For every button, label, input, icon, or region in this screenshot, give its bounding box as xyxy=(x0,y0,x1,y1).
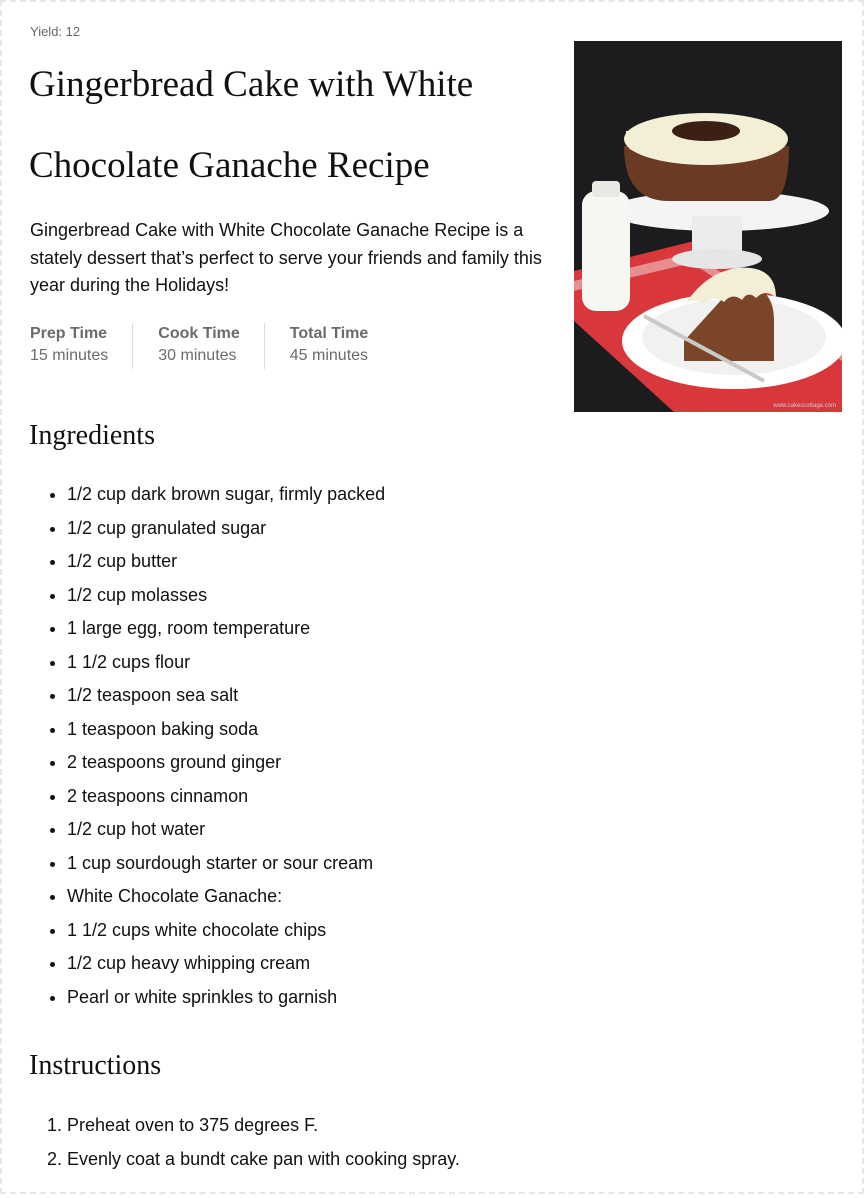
prep-time-label: Prep Time xyxy=(30,325,108,342)
ingredient-item: • 1/2 cup granulated sugar xyxy=(67,512,587,546)
ingredient-item: • 1/2 cup dark brown sugar, firmly packed xyxy=(67,478,587,512)
cook-time xyxy=(158,323,265,369)
yield-label: Yield: 12 xyxy=(30,24,81,39)
prep-time xyxy=(30,323,133,369)
photo-watermark: www.cakescottage.com xyxy=(773,403,836,409)
total-time xyxy=(290,323,393,369)
ingredient-item: • 1/2 cup molasses xyxy=(67,579,587,613)
ingredient-item: • 1 1/2 cups white chocolate chips xyxy=(67,914,587,948)
ingredients-list xyxy=(24,478,587,1014)
recipe-title: Gingerbread Cake with White Chocolate Ganache Recipe xyxy=(29,64,474,186)
ingredient-item: • White Chocolate Ganache: xyxy=(67,880,587,914)
instructions-list xyxy=(24,1109,767,1176)
ingredient-item: • 1/2 teaspoon sea salt xyxy=(67,679,587,713)
recipe-times xyxy=(30,323,417,369)
ingredients-heading: Ingredients xyxy=(29,420,155,451)
instruction-step: 1. Preheat oven to 375 degrees F. xyxy=(67,1109,767,1143)
ingredient-item: • 1/2 cup hot water xyxy=(67,813,587,847)
ingredient-item: • 2 teaspoons cinnamon xyxy=(67,780,587,814)
ingredient-item: • 1 teaspoon baking soda xyxy=(67,713,587,747)
ingredient-item: • 1 cup sourdough starter or sour cream xyxy=(67,847,587,881)
recipe-photo xyxy=(574,41,842,412)
total-time-label: Total Time xyxy=(289,325,369,342)
total-time-value: 45 minutes xyxy=(289,347,369,364)
cook-time-label: Cook Time xyxy=(158,325,240,342)
ingredient-item: • 1 1/2 cups flour xyxy=(67,646,587,680)
ingredient-item: • Pearl or white sprinkles to garnish xyxy=(67,981,587,1015)
ingredient-item: • 1 large egg, room temperature xyxy=(67,612,587,646)
ingredient-item: • 1/2 cup heavy whipping cream xyxy=(67,947,587,981)
instruction-step: 2. Evenly coat a bundt cake pan with cooking spray. xyxy=(67,1143,767,1177)
cook-time-value: 30 minutes xyxy=(158,347,237,364)
recipe-summary: Gingerbread Cake with White Chocolate Ganache Recipe is a stately dessert that’s perfect to serve your friends and family this year during the Holidays! xyxy=(30,220,542,295)
ingredient-item: • 1/2 cup butter xyxy=(67,545,587,579)
prep-time-value: 15 minutes xyxy=(30,347,109,364)
instructions-heading: Instructions xyxy=(29,1050,162,1081)
ingredient-item: • 2 teaspoons ground ginger xyxy=(67,746,587,780)
